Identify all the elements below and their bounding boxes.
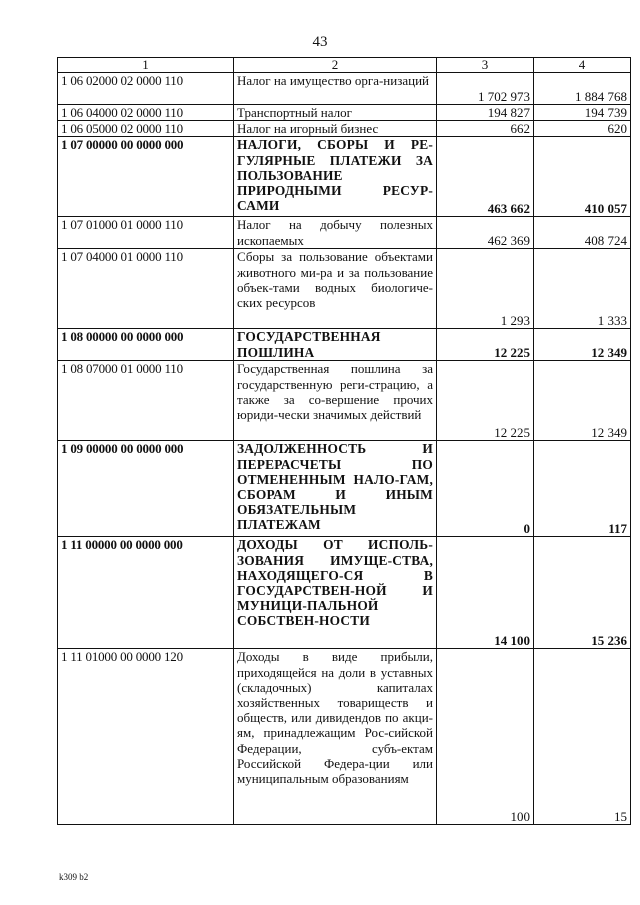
row-value-1: 662	[437, 121, 534, 137]
row-name: Сборы за пользование объектами животного ми-ра и за пользование объек-тами водных биологиче-ских ресурсов	[234, 249, 437, 329]
row-code: 1 11 01000 00 0000 120	[58, 649, 234, 825]
row-value-1: 12 225	[437, 361, 534, 441]
row-name: ГОСУДАРСТВЕННАЯ ПОШЛИНА	[234, 329, 437, 361]
row-value-1: 100	[437, 649, 534, 825]
footer-code: k309 b2	[59, 872, 89, 882]
table-row	[58, 249, 631, 329]
row-code: 1 07 04000 01 0000 110	[58, 249, 234, 329]
table-row	[58, 441, 631, 537]
row-value-1: 1 293	[437, 249, 534, 329]
row-value-1: 12 225	[437, 329, 534, 361]
row-value-2: 620	[534, 121, 631, 137]
row-name: ДОХОДЫ ОТ ИСПОЛЬ-ЗОВАНИЯ ИМУЩЕ-СТВА, НАХОДЯЩЕГО-СЯ В ГОСУДАРСТВЕН-НОЙ И МУНИЦИ-ПАЛЬНОЙ СОБСТВЕН-НОСТИ	[234, 537, 437, 649]
row-code: 1 06 05000 02 0000 110	[58, 121, 234, 137]
row-value-1: 462 369	[437, 217, 534, 249]
table-row	[58, 649, 631, 825]
row-value-2: 15	[534, 649, 631, 825]
page-number: 43	[312, 34, 328, 50]
row-code: 1 06 02000 02 0000 110	[58, 73, 234, 105]
header-cell-value-1: 3	[437, 58, 534, 73]
row-code: 1 06 04000 02 0000 110	[58, 105, 234, 121]
row-code: 1 07 00000 00 0000 000	[58, 137, 234, 217]
row-value-1: 14 100	[437, 537, 534, 649]
revenue-table-body	[58, 58, 631, 825]
row-value-2: 15 236	[534, 537, 631, 649]
row-value-1: 194 827	[437, 105, 534, 121]
revenue-table	[57, 57, 631, 825]
row-code: 1 08 07000 01 0000 110	[58, 361, 234, 441]
table-row	[58, 537, 631, 649]
row-code: 1 09 00000 00 0000 000	[58, 441, 234, 537]
row-name: Доходы в виде прибыли, приходящейся на доли в уставных (складочных) капиталах хозяйственных товариществ и обществ, или дивидендов по акци-ям, принадлежащим Рос-сийской Федерации, субъ-ектам Российской Федера-ции или муниципальным образованиям	[234, 649, 437, 825]
table-row	[58, 105, 631, 121]
row-name: Налог на имущество орга-низаций	[234, 73, 437, 105]
table-header-row	[58, 58, 631, 73]
row-code: 1 08 00000 00 0000 000	[58, 329, 234, 361]
table-row	[58, 137, 631, 217]
row-value-2: 117	[534, 441, 631, 537]
table-row	[58, 329, 631, 361]
row-value-2: 410 057	[534, 137, 631, 217]
row-name: Налог на добычу полезных ископаемых	[234, 217, 437, 249]
header-cell-code: 1	[58, 58, 234, 73]
header-cell-name: 2	[234, 58, 437, 73]
row-value-1: 463 662	[437, 137, 534, 217]
row-value-2: 1 884 768	[534, 73, 631, 105]
row-value-2: 12 349	[534, 329, 631, 361]
table-row	[58, 121, 631, 137]
row-name: Налог на игорный бизнес	[234, 121, 437, 137]
header-cell-value-2: 4	[534, 58, 631, 73]
row-value-2: 1 333	[534, 249, 631, 329]
row-name: ЗАДОЛЖЕННОСТЬ И ПЕРЕРАСЧЕТЫ ПО ОТМЕНЕННЫМ НАЛО-ГАМ, СБОРАМ И ИНЫМ ОБЯЗАТЕЛЬНЫМ ПЛАТЕЖАМ	[234, 441, 437, 537]
table-row	[58, 73, 631, 105]
row-value-2: 194 739	[534, 105, 631, 121]
row-value-1: 1 702 973	[437, 73, 534, 105]
row-code: 1 07 01000 01 0000 110	[58, 217, 234, 249]
table-row	[58, 217, 631, 249]
row-value-2: 408 724	[534, 217, 631, 249]
row-name: Государственная пошлина за государственную реги-страцию, а также за со-вершение прочих юриди-чески значимых действий	[234, 361, 437, 441]
row-name: НАЛОГИ, СБОРЫ И РЕ-ГУЛЯРНЫЕ ПЛАТЕЖИ ЗА ПОЛЬЗОВАНИЕ ПРИРОДНЫМИ РЕСУР-САМИ	[234, 137, 437, 217]
row-code: 1 11 00000 00 0000 000	[58, 537, 234, 649]
row-name: Транспортный налог	[234, 105, 437, 121]
row-value-1: 0	[437, 441, 534, 537]
row-value-2: 12 349	[534, 361, 631, 441]
table-row	[58, 361, 631, 441]
